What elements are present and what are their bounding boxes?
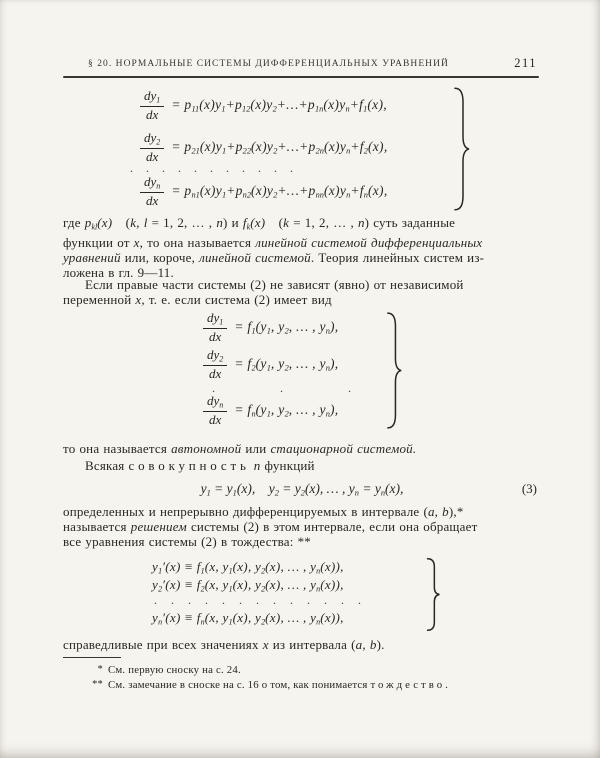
math-run: (x)y: [323, 183, 347, 199]
math-run: a, b: [355, 637, 377, 652]
math-run: (x),: [367, 183, 388, 199]
math-run: (x)y: [199, 139, 222, 155]
subscript: 21: [191, 146, 200, 156]
math-run: +…+p: [276, 97, 315, 113]
text-run: стационарной системой.: [270, 441, 417, 456]
math-run: dy: [207, 347, 220, 362]
math-run: = p: [171, 97, 192, 113]
text-line: [63, 250, 543, 265]
math-run: y: [200, 481, 207, 496]
math-run: +p: [226, 139, 243, 155]
text-run: линейной системой: [199, 249, 311, 265]
subscript: 2: [300, 488, 305, 498]
fraction-denominator: [146, 107, 158, 122]
subscript: 2: [284, 363, 289, 373]
text-run: ложена в гл. 9—11.: [63, 264, 174, 280]
subscript: 2n: [315, 146, 324, 156]
equation-rhs: [171, 183, 387, 200]
subscript: 1: [363, 104, 368, 114]
math-run: ),: [329, 402, 339, 418]
text-line: [63, 277, 543, 292]
subscript: 22: [242, 146, 252, 156]
subscript: 1: [219, 317, 224, 327]
math-run: (x)),: [320, 577, 344, 592]
footnote-marker: *: [97, 664, 103, 675]
paragraph-spravedlivye: [63, 637, 543, 652]
math-run: ′(x) ≡ f: [162, 610, 201, 625]
math-run: (x, y: [204, 559, 229, 574]
subscript: 2: [261, 584, 266, 594]
system-brace: [385, 312, 404, 429]
math-run: +…+p: [277, 183, 316, 199]
math-run: a, b: [427, 504, 449, 519]
equation-rhs: [234, 356, 338, 373]
subscript: nn: [315, 190, 324, 200]
fraction: [203, 394, 227, 427]
equation-row-n: [140, 175, 388, 208]
subscript: 2: [251, 363, 256, 373]
math-run: (x),: [385, 481, 404, 496]
subscript: 2: [272, 104, 277, 114]
subscript: n2: [242, 190, 252, 200]
math-run: (x), … , y: [265, 559, 317, 574]
footnote-text: [108, 664, 241, 677]
math-run: dy: [144, 174, 157, 189]
subscript: 1: [228, 566, 233, 576]
text-run: См. замечание в сноске на с. 16 о том, как понимается: [108, 679, 371, 691]
fraction: [203, 348, 227, 381]
system-brace: [452, 87, 472, 211]
text-run: [243, 215, 265, 230]
text-run: функции от: [63, 234, 134, 250]
math-run: +f: [350, 139, 364, 155]
fraction-denominator: [209, 366, 221, 381]
math-run: +…+p: [277, 139, 316, 155]
text-run: все уравнения системы (2) в тождества: **: [63, 534, 311, 549]
subscript: 12: [242, 104, 251, 114]
subscript: 2: [261, 566, 266, 576]
math-run: (x, y: [204, 577, 229, 592]
subscript: 1: [206, 488, 211, 498]
page-number: 211: [514, 56, 537, 70]
subscript: 2: [156, 137, 161, 147]
math-run: k: [283, 215, 290, 230]
text-line: [63, 458, 543, 473]
math-run: (x)y: [323, 139, 347, 155]
subscript: 2: [284, 326, 289, 336]
equation-rhs: [171, 139, 387, 156]
text-run: , т. е. если система (2) имеет вид: [141, 292, 332, 307]
text-run: автономной: [171, 441, 242, 456]
text-run: Всякая: [85, 458, 129, 473]
equation-3-body: [63, 481, 541, 498]
text-run: ) и: [223, 215, 243, 230]
subscript: n: [156, 181, 161, 191]
text-run: [428, 504, 449, 519]
text-run: [358, 215, 365, 230]
math-run: (x), y: [232, 559, 262, 574]
math-run: +p: [226, 183, 243, 199]
math-run: n: [357, 215, 365, 230]
subscript: 2: [284, 409, 289, 419]
fraction-denominator: [146, 193, 158, 208]
math-run: (x),: [367, 97, 387, 113]
equation-row-1: [203, 311, 338, 344]
subscript: n: [158, 617, 163, 627]
math-run: +p: [225, 97, 243, 113]
math-run: dx: [146, 193, 159, 209]
math-run: (x)),: [320, 610, 344, 625]
text-line: [63, 235, 543, 250]
math-run: (x), … , y: [265, 577, 317, 592]
math-run: (x)y: [251, 139, 274, 155]
math-run: dy: [144, 130, 157, 145]
ellipsis-row: . . . . . . . . . . . . .: [154, 593, 361, 607]
math-run: (x): [250, 215, 266, 230]
math-run: = y: [278, 481, 301, 496]
subscript: 1: [200, 566, 205, 576]
running-head: § 20. НОРМАЛЬНЫЕ СИСТЕМЫ ДИФФЕРЕНЦИАЛЬНЫХ УРАВНЕНИЙ: [88, 59, 449, 69]
text-line: [63, 215, 543, 235]
subscript: n: [363, 190, 368, 200]
equation-row-1: [152, 559, 344, 576]
math-run: , y: [270, 356, 285, 372]
fraction-denominator: [209, 412, 221, 427]
subscript: 1: [266, 409, 271, 419]
text-run: совокупность: [128, 458, 250, 473]
subscript: 2: [363, 146, 368, 156]
text-line: [63, 504, 543, 519]
subscript: 1: [232, 488, 237, 498]
text-run: ).: [376, 637, 385, 652]
paragraph-autonomous: [63, 441, 543, 456]
subscript: n: [346, 146, 351, 156]
subscript: n: [345, 104, 350, 114]
subscript: n: [316, 617, 321, 627]
subscript: 1: [228, 617, 233, 627]
text-run: называется: [63, 519, 131, 534]
footnote-marker: **: [92, 679, 103, 690]
subscript: 2: [274, 488, 279, 498]
math-run: (x)),: [320, 559, 344, 574]
text-run: из интервала (: [268, 637, 356, 652]
fraction: [203, 311, 227, 344]
fraction-numerator: [140, 131, 164, 149]
subscript: 1: [266, 326, 271, 336]
text-run: то она называется: [63, 441, 172, 456]
subscript: 2: [219, 354, 224, 364]
math-run: (x), y: [236, 481, 275, 496]
fraction-denominator: [209, 329, 221, 344]
math-run: k, l: [130, 215, 148, 230]
math-run: dx: [209, 412, 222, 428]
paragraph-vsyakaya: [63, 458, 543, 473]
text-run: . Теория линейных систем из-: [310, 249, 485, 265]
text-run: = 1, 2, … ,: [289, 215, 358, 230]
equation-rhs: [234, 402, 338, 419]
math-run: = y: [358, 481, 381, 496]
ellipsis-row: . . .: [212, 381, 351, 395]
subscript: 2: [200, 584, 205, 594]
subscript: n: [200, 617, 205, 627]
math-run: x: [133, 234, 140, 250]
text-run: [216, 215, 223, 230]
math-run: x: [135, 292, 142, 307]
math-run: dx: [209, 329, 222, 345]
subscript: 2: [273, 190, 278, 200]
subscript: n: [325, 326, 330, 336]
subscript: kl: [91, 222, 98, 232]
equation-rhs: [171, 97, 387, 114]
text-run: (: [265, 215, 284, 230]
subscript: 1: [221, 104, 226, 114]
equation-row-1: [140, 89, 387, 122]
math-run: (y: [255, 319, 267, 335]
fraction: [140, 175, 164, 208]
subscript: n: [346, 190, 351, 200]
subscript: k: [246, 222, 251, 232]
text-run: системы (2) в этом интервале, если она обращает: [186, 519, 478, 534]
math-run: dy: [144, 88, 157, 103]
fraction: [140, 89, 164, 122]
math-run: (x)y: [323, 97, 346, 113]
text-run: справедливые при всех значениях: [63, 637, 263, 652]
math-run: y: [152, 610, 159, 625]
subscript: 1n: [314, 104, 324, 114]
math-run: dx: [146, 107, 159, 123]
math-run: , y: [270, 402, 285, 418]
text-line: [63, 534, 543, 549]
math-run: ),: [329, 319, 339, 335]
text-line: [63, 441, 543, 456]
subscript: n: [325, 363, 330, 373]
page-header: [63, 58, 539, 72]
subscript: n: [316, 566, 321, 576]
math-run: (x), … , y: [265, 610, 317, 625]
subscript: 1: [251, 326, 256, 336]
subscript: 1: [222, 146, 227, 156]
math-run: = f: [234, 356, 252, 372]
math-run: = f: [234, 402, 252, 418]
paragraph-where: [63, 215, 543, 280]
math-run: y: [152, 559, 159, 574]
math-run: , … , y: [288, 356, 326, 372]
fraction-numerator: [203, 348, 227, 366]
math-run: (x)y: [199, 97, 222, 113]
math-run: = p: [171, 183, 192, 199]
fraction-numerator: [140, 175, 164, 193]
equation-rhs: [234, 319, 338, 336]
equation-3-label: (3): [521, 481, 537, 496]
subscript: 1: [158, 566, 163, 576]
math-run: ),: [329, 356, 339, 372]
fraction-numerator: [140, 89, 164, 107]
equation-row-2: [152, 577, 344, 594]
math-run: (x), y: [232, 577, 262, 592]
math-run: (x),: [367, 139, 388, 155]
math-run: (y: [255, 402, 267, 418]
math-run: n: [216, 215, 224, 230]
text-run: где: [63, 215, 85, 230]
math-run: , … , y: [288, 319, 326, 335]
text-run: [356, 637, 377, 652]
math-run: +f: [350, 183, 364, 199]
math-run: (x): [97, 215, 113, 230]
math-run: (x), … , y: [304, 481, 355, 496]
text-run: , то она называется: [139, 234, 256, 250]
subscript: n: [325, 409, 330, 419]
math-run: = y: [210, 481, 233, 496]
header-rule: [63, 76, 539, 78]
math-run: f: [242, 215, 247, 230]
subscript: n: [219, 400, 224, 410]
math-run: y: [152, 577, 159, 592]
equation-row-n: [152, 610, 344, 627]
subscript: n1: [191, 190, 200, 200]
equation-row-n: [203, 394, 338, 427]
ellipsis-row: . . . . . . . . . . .: [130, 161, 293, 175]
footnote-1: [85, 664, 241, 677]
subscript: 11: [191, 104, 200, 114]
math-run: ′(x) ≡ f: [162, 577, 201, 592]
system-brace: [425, 558, 442, 631]
math-run: = p: [171, 139, 192, 155]
math-run: (y: [255, 356, 267, 372]
math-run: dx: [209, 366, 222, 382]
math-run: dy: [207, 393, 220, 408]
subscript: 2: [273, 146, 278, 156]
text-run: ) суть заданные: [364, 215, 456, 230]
fraction: [140, 131, 164, 164]
text-run: (: [112, 215, 131, 230]
text-run: уравнений: [63, 249, 121, 265]
text-run: [85, 215, 113, 230]
math-run: (x)y: [250, 97, 273, 113]
paragraph-esli: [63, 277, 543, 307]
fraction-numerator: [203, 311, 227, 329]
math-run: = f: [234, 319, 252, 335]
math-run: p: [84, 215, 92, 230]
math-run: +f: [349, 97, 364, 113]
math-run: , y: [270, 319, 285, 335]
text-run: или: [241, 441, 271, 456]
subscript: 2: [261, 617, 266, 627]
equation-3: [63, 481, 541, 499]
text-line: [63, 292, 543, 307]
footnote-text: [108, 679, 451, 692]
footnote-rule: [63, 657, 121, 658]
math-run: (x, y: [204, 610, 229, 625]
subscript: 1: [222, 190, 227, 200]
subscript: n: [251, 409, 256, 419]
subscript: 1: [228, 584, 233, 594]
paragraph-opredelennyh: [63, 504, 543, 549]
text-run: переменной: [63, 292, 136, 307]
equation-row-2: [140, 131, 388, 164]
math-run: (x)y: [199, 183, 222, 199]
math-run: x: [262, 637, 269, 652]
math-run: (x), y: [232, 610, 262, 625]
text-run: Если правые части системы (2) не зависят (явно) от независимой: [85, 277, 464, 292]
footnote-2: [85, 679, 451, 692]
subscript: 1: [156, 95, 161, 105]
text-run: = 1, 2, … ,: [147, 215, 217, 230]
text-run: См. первую сноску на с. 24.: [108, 664, 241, 676]
text-run: решением: [130, 519, 187, 534]
math-run: ′(x) ≡ f: [162, 559, 201, 574]
subscript: 1: [266, 363, 271, 373]
math-run: n: [253, 458, 261, 473]
text-line: [63, 637, 543, 652]
math-run: , … , y: [288, 402, 326, 418]
subscript: n: [380, 488, 386, 498]
subscript: 2: [158, 584, 163, 594]
text-run: [130, 215, 147, 230]
equation-row-2: [203, 348, 338, 381]
math-run: dx: [146, 149, 159, 165]
text-run: ),*: [448, 504, 464, 519]
fraction-numerator: [203, 394, 227, 412]
math-run: (x)y: [251, 183, 274, 199]
subscript: n: [354, 488, 359, 498]
text-run: или, короче,: [120, 249, 200, 265]
subscript: n: [316, 584, 321, 594]
text-line: [63, 519, 543, 534]
text-run: функций: [260, 458, 315, 473]
text-run: определенных и непрерывно дифференцируемых в интервале (: [63, 504, 428, 519]
text-run: линейной системой дифференциальных: [255, 234, 483, 250]
text-run: тождество.: [370, 679, 451, 691]
math-run: dy: [207, 310, 220, 325]
